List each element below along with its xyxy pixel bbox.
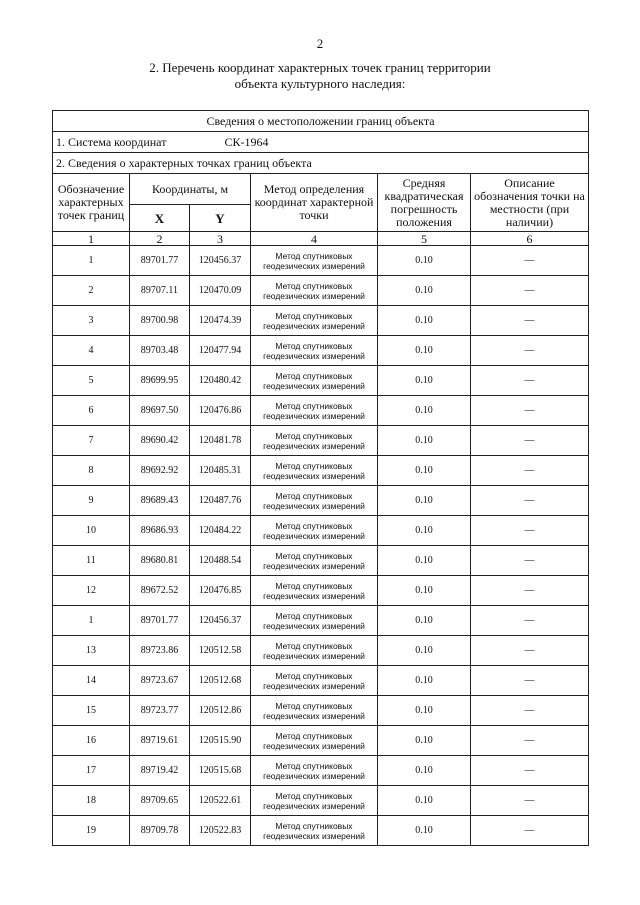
description-cell: — [471,246,589,276]
description-cell: — [471,756,589,786]
point-number: 10 [53,516,130,546]
accuracy-value: 0.10 [378,426,471,456]
y-coordinate: 120512.68 [190,666,251,696]
x-coordinate: 89689.43 [130,486,190,516]
x-coordinate: 89709.78 [130,816,190,846]
points-header: 2. Сведения о характерных точках границ объекта [53,153,589,174]
method-cell [251,726,378,756]
method-cell [251,306,378,336]
method-line-1: Метод спутниковых [275,340,353,351]
method-cell [251,246,378,276]
point-number: 4 [53,336,130,366]
col-header-coordinates: Координаты, м [130,174,251,205]
table-row [53,516,589,546]
method-line-2: геодезических измерений [263,740,365,751]
method-line-1: Метод спутниковых [275,370,353,381]
method-cell [251,516,378,546]
y-coordinate: 120485.31 [190,456,251,486]
point-number: 13 [53,636,130,666]
method-line-2: геодезических измерений [263,560,365,571]
table-row [53,726,589,756]
y-coordinate: 120487.76 [190,486,251,516]
point-number: 17 [53,756,130,786]
col-header-designation: Обозначение характерных точек границ [53,174,130,232]
table-row [53,666,589,696]
description-cell: — [471,426,589,456]
y-coordinate: 120477.94 [190,336,251,366]
point-number: 18 [53,786,130,816]
method-line-1: Метод спутниковых [275,790,353,801]
description-cell: — [471,456,589,486]
table-row [53,276,589,306]
method-cell [251,636,378,666]
y-coordinate: 120484.22 [190,516,251,546]
x-coordinate: 89699.95 [130,366,190,396]
table-row [53,606,589,636]
accuracy-value: 0.10 [378,396,471,426]
table-row [53,816,589,846]
point-number: 9 [53,486,130,516]
x-coordinate: 89690.42 [130,426,190,456]
y-coordinate: 120456.37 [190,606,251,636]
table-row [53,756,589,786]
method-line-2: геодезических измерений [263,530,365,541]
col-header-method: Метод определения координат характерной точки [251,174,378,232]
point-number: 2 [53,276,130,306]
accuracy-value: 0.10 [378,636,471,666]
table-row [53,336,589,366]
table-row [53,396,589,426]
method-line-2: геодезических измерений [263,470,365,481]
x-coordinate: 89697.50 [130,396,190,426]
accuracy-value: 0.10 [378,306,471,336]
accuracy-value: 0.10 [378,666,471,696]
table-row [53,246,589,276]
method-cell [251,396,378,426]
x-coordinate: 89707.11 [130,276,190,306]
method-cell [251,606,378,636]
col-header-x: X [130,205,190,232]
x-coordinate: 89703.48 [130,336,190,366]
coordinates-table [52,110,589,846]
x-coordinate: 89701.77 [130,606,190,636]
method-line-1: Метод спутниковых [275,490,353,501]
point-number: 1 [53,246,130,276]
point-number: 11 [53,546,130,576]
description-cell: — [471,396,589,426]
method-line-2: геодезических измерений [263,590,365,601]
table-row [53,306,589,336]
method-line-1: Метод спутниковых [275,580,353,591]
table-row [53,576,589,606]
method-line-1: Метод спутниковых [275,700,353,711]
x-coordinate: 89701.77 [130,246,190,276]
method-line-1: Метод спутниковых [275,310,353,321]
method-line-2: геодезических измерений [263,710,365,721]
y-coordinate: 120512.86 [190,696,251,726]
method-line-1: Метод спутниковых [275,280,353,291]
accuracy-value: 0.10 [378,276,471,306]
accuracy-value: 0.10 [378,756,471,786]
accuracy-value: 0.10 [378,816,471,846]
accuracy-value: 0.10 [378,366,471,396]
description-cell: — [471,306,589,336]
point-number: 3 [53,306,130,336]
method-line-2: геодезических измерений [263,440,365,451]
description-cell: — [471,726,589,756]
method-line-2: геодезических измерений [263,770,365,781]
method-line-1: Метод спутниковых [275,730,353,741]
col-number: 6 [471,232,589,246]
point-number: 15 [53,696,130,726]
method-line-2: геодезических измерений [263,380,365,391]
accuracy-value: 0.10 [378,516,471,546]
method-line-2: геодезических измерений [263,260,365,271]
point-number: 8 [53,456,130,486]
point-number: 16 [53,726,130,756]
point-number: 12 [53,576,130,606]
x-coordinate: 89680.81 [130,546,190,576]
page-number: 2 [316,36,324,51]
description-cell: — [471,636,589,666]
y-coordinate: 120456.37 [190,246,251,276]
x-coordinate: 89709.65 [130,786,190,816]
description-cell: — [471,696,589,726]
method-line-1: Метод спутниковых [275,820,353,831]
table-row [53,786,589,816]
method-line-2: геодезических измерений [263,290,365,301]
method-line-2: геодезических измерений [263,680,365,691]
description-cell: — [471,606,589,636]
col-number: 2 [130,232,190,246]
method-cell [251,756,378,786]
accuracy-value: 0.10 [378,576,471,606]
y-coordinate: 120476.86 [190,396,251,426]
method-line-1: Метод спутниковых [275,460,353,471]
accuracy-value: 0.10 [378,336,471,366]
col-header-y: Y [190,205,251,232]
description-cell: — [471,516,589,546]
accuracy-value: 0.10 [378,696,471,726]
y-coordinate: 120470.09 [190,276,251,306]
point-number: 6 [53,396,130,426]
accuracy-value: 0.10 [378,786,471,816]
method-line-1: Метод спутниковых [275,670,353,681]
method-cell [251,546,378,576]
table-row [53,486,589,516]
method-line-1: Метод спутниковых [275,760,353,771]
method-cell [251,276,378,306]
x-coordinate: 89700.98 [130,306,190,336]
method-line-1: Метод спутниковых [275,400,353,411]
method-cell [251,336,378,366]
method-line-1: Метод спутниковых [275,520,353,531]
method-cell [251,786,378,816]
y-coordinate: 120481.78 [190,426,251,456]
description-cell: — [471,366,589,396]
x-coordinate: 89723.67 [130,666,190,696]
description-cell: — [471,816,589,846]
coord-system-row [53,132,589,153]
x-coordinate: 89686.93 [130,516,190,546]
accuracy-value: 0.10 [378,456,471,486]
description-cell: — [471,486,589,516]
method-line-2: геодезических измерений [263,500,365,511]
coord-system-value: СК-1964 [224,134,269,149]
method-line-1: Метод спутниковых [275,250,353,261]
table-row [53,456,589,486]
method-cell [251,816,378,846]
method-cell [251,486,378,516]
description-cell: — [471,276,589,306]
description-cell: — [471,666,589,696]
description-cell: — [471,336,589,366]
table-row [53,426,589,456]
y-coordinate: 120480.42 [190,366,251,396]
table-row [53,636,589,666]
x-coordinate: 89692.92 [130,456,190,486]
col-header-description: Описание обозначения точки на местности (при наличии) [471,174,589,232]
method-line-1: Метод спутниковых [275,430,353,441]
method-line-2: геодезических измерений [263,800,365,811]
method-line-2: геодезических измерений [263,350,365,361]
point-number: 19 [53,816,130,846]
method-line-1: Метод спутниковых [275,610,353,621]
y-coordinate: 120474.39 [190,306,251,336]
title-line-2: объекта культурного наследия: [234,76,406,91]
method-cell [251,456,378,486]
y-coordinate: 120522.83 [190,816,251,846]
x-coordinate: 89719.61 [130,726,190,756]
table-body [53,246,589,846]
method-cell [251,426,378,456]
method-line-2: геодезических измерений [263,620,365,631]
method-line-2: геодезических измерений [263,650,365,661]
table-row [53,546,589,576]
x-coordinate: 89723.77 [130,696,190,726]
accuracy-value: 0.10 [378,246,471,276]
x-coordinate: 89672.52 [130,576,190,606]
accuracy-value: 0.10 [378,486,471,516]
method-cell [251,576,378,606]
title-line-1: 2. Перечень координат характерных точек границ территории [149,60,491,75]
accuracy-value: 0.10 [378,606,471,636]
y-coordinate: 120476.85 [190,576,251,606]
description-cell: — [471,786,589,816]
y-coordinate: 120488.54 [190,546,251,576]
y-coordinate: 120515.68 [190,756,251,786]
method-cell [251,666,378,696]
x-coordinate: 89719.42 [130,756,190,786]
y-coordinate: 120522.61 [190,786,251,816]
table-row [53,366,589,396]
y-coordinate: 120512.58 [190,636,251,666]
col-number: 1 [53,232,130,246]
y-coordinate: 120515.90 [190,726,251,756]
table-row [53,696,589,726]
accuracy-value: 0.10 [378,546,471,576]
point-number: 5 [53,366,130,396]
point-number: 14 [53,666,130,696]
method-line-1: Метод спутниковых [275,550,353,561]
description-cell: — [471,576,589,606]
point-number: 7 [53,426,130,456]
point-number: 1 [53,606,130,636]
col-number: 4 [251,232,378,246]
section-header: Сведения о местоположении границ объекта [53,111,589,132]
description-cell: — [471,546,589,576]
document-title [0,60,640,92]
method-line-2: геодезических измерений [263,830,365,841]
col-number: 3 [190,232,251,246]
x-coordinate: 89723.86 [130,636,190,666]
method-cell [251,696,378,726]
coord-system-label: 1. Система координат [56,134,167,149]
method-line-1: Метод спутниковых [275,640,353,651]
col-number: 5 [378,232,471,246]
accuracy-value: 0.10 [378,726,471,756]
col-header-accuracy: Средняя квадратическая погрешность положения [378,174,471,232]
method-line-2: геодезических измерений [263,320,365,331]
method-line-2: геодезических измерений [263,410,365,421]
method-cell [251,366,378,396]
